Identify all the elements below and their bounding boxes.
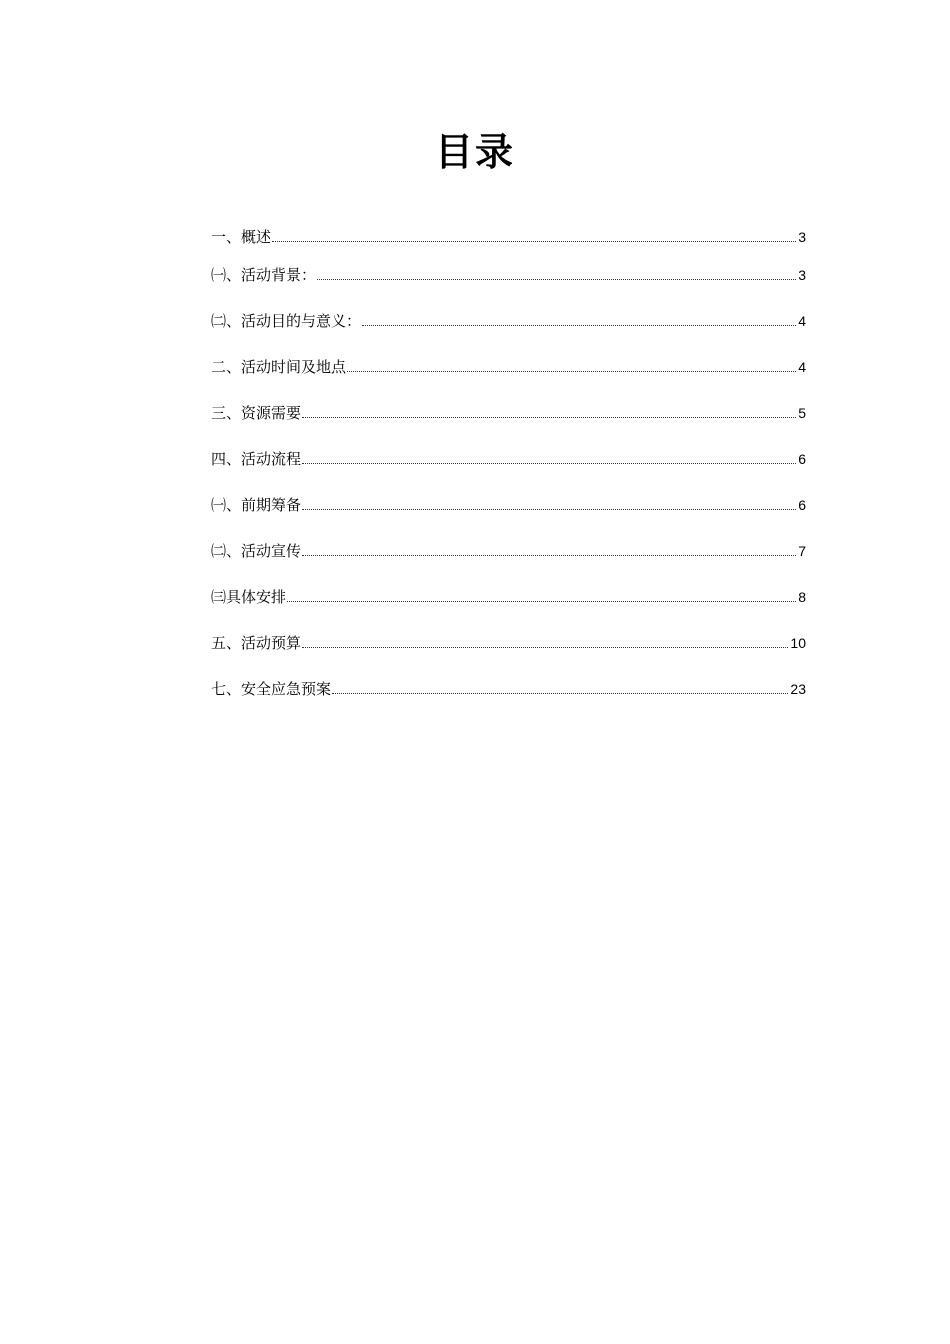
dot-leader xyxy=(347,371,796,372)
toc-entry[interactable] xyxy=(211,344,806,390)
toc-page-number: 10 xyxy=(790,635,806,651)
toc-page-number: 23 xyxy=(790,681,806,697)
toc-entry[interactable] xyxy=(211,482,806,528)
toc-entry-label: ㈡、活动目的与意义： xyxy=(211,312,362,330)
toc-page-number: 8 xyxy=(798,589,806,605)
toc-entry[interactable] xyxy=(211,390,806,436)
dot-leader xyxy=(302,555,796,556)
dot-leader xyxy=(302,417,796,418)
toc-entry[interactable] xyxy=(211,666,806,712)
dot-leader xyxy=(317,279,796,280)
toc-entry[interactable] xyxy=(211,528,806,574)
toc-page-number: 3 xyxy=(798,229,806,245)
toc-entry[interactable] xyxy=(211,574,806,620)
dot-leader xyxy=(272,241,796,242)
table-of-contents xyxy=(211,220,806,712)
toc-entry[interactable] xyxy=(211,220,806,252)
toc-entry[interactable] xyxy=(211,298,806,344)
toc-page-number: 3 xyxy=(798,267,806,283)
dot-leader xyxy=(332,693,788,694)
toc-entry-label: ㈠、前期筹备 xyxy=(211,496,302,514)
toc-page-number: 5 xyxy=(798,405,806,421)
dot-leader xyxy=(302,509,796,510)
dot-leader xyxy=(302,647,788,648)
toc-page-number: 4 xyxy=(798,313,806,329)
toc-entry[interactable] xyxy=(211,620,806,666)
toc-page-number: 4 xyxy=(798,359,806,375)
toc-entry-label: 三、资源需要 xyxy=(211,404,302,422)
toc-entry-label: ㈡、活动宣传 xyxy=(211,542,302,560)
dot-leader xyxy=(362,325,796,326)
toc-page-number: 6 xyxy=(798,497,806,513)
toc-entry-label: 七、安全应急预案 xyxy=(211,680,332,698)
toc-entry-label: 一、概述 xyxy=(211,228,272,246)
dot-leader xyxy=(287,601,796,602)
dot-leader xyxy=(302,463,796,464)
toc-page-number: 7 xyxy=(798,543,806,559)
toc-entry-label: 二、活动时间及地点 xyxy=(211,358,347,376)
toc-entry[interactable] xyxy=(211,436,806,482)
toc-page-number: 6 xyxy=(798,451,806,467)
toc-entry[interactable] xyxy=(211,252,806,298)
toc-entry-label: ㈠、活动背景： xyxy=(211,266,317,284)
toc-entry-label: 四、活动流程 xyxy=(211,450,302,468)
toc-entry-label: 五、活动预算 xyxy=(211,634,302,652)
page-title: 目录 xyxy=(434,130,515,174)
toc-entry-label: ㈢具体安排 xyxy=(211,588,287,606)
